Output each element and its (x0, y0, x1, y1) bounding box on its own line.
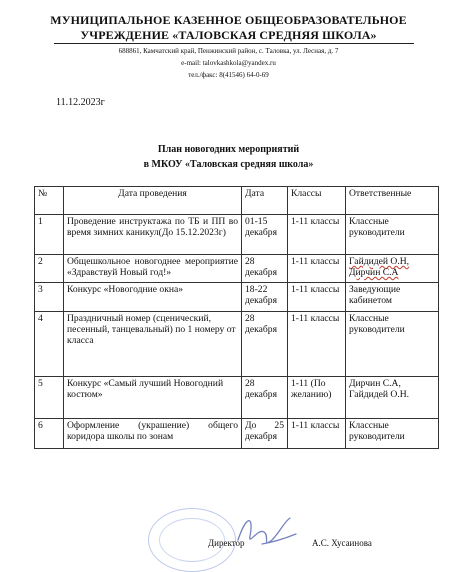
header-date: Дата (242, 187, 288, 215)
row-classes: 1-11 классы (288, 255, 346, 283)
header-event: Дата проведения (64, 187, 242, 215)
table-row (35, 255, 439, 283)
row-number: 1 (35, 215, 64, 255)
org-email: e-mail: talovkashkola@yandex.ru (181, 59, 276, 67)
table-row (35, 419, 439, 449)
row-date: 28 декабря (242, 255, 288, 283)
table-row (35, 215, 439, 255)
row-responsible: Классные руководители (346, 312, 439, 377)
row-responsible: Гайдидей О.Н, Дирчин С.А (346, 255, 439, 283)
header-classes: Классы (288, 187, 346, 215)
plan-title-line-2: в МКОУ «Таловская средняя школа» (143, 159, 314, 170)
row-classes: 1-11 классы (288, 419, 346, 449)
signature-name: А.С. Хусаинова (312, 538, 372, 548)
table-row (35, 312, 439, 377)
row-responsible: Дирчин С.А, Гайдидей О.Н. (346, 377, 439, 419)
row-date: 01-15 декабря (242, 215, 288, 255)
org-phone: тел./факс: 8(41546) 64-0-69 (188, 71, 269, 79)
events-plan-table (34, 186, 439, 449)
row-date: 28 декабря (242, 377, 288, 419)
row-responsible: Заведующие кабинетом (346, 283, 439, 312)
table-row (35, 377, 439, 419)
row-event: Общешкольное новогоднее мероприятие «Здравствуй Новый год!» (64, 255, 242, 283)
row-event: Конкурс «Самый лучший Новогодний костюм» (64, 377, 242, 419)
row-date: До 25 декабря (242, 419, 288, 449)
row-responsible: Классные руководители (346, 419, 439, 449)
header-number: № (35, 187, 64, 215)
row-event: Конкурс «Новогодние окна» (64, 283, 242, 312)
row-number: 2 (35, 255, 64, 283)
org-name-line-1: МУНИЦИПАЛЬНОЕ КАЗЕННОЕ ОБЩЕОБРАЗОВАТЕЛЬНОЕ (50, 13, 407, 27)
row-event: Проведение инструктажа по ТБ и ПП во время зимних каникул(До 15.12.2023г) (64, 215, 242, 255)
table-header-row (35, 187, 439, 215)
signature-block (0, 500, 457, 570)
row-date: 28 декабря (242, 312, 288, 377)
plan-title-line-1: План новогодних мероприятий (157, 144, 300, 155)
row-classes: 1-11 классы (288, 312, 346, 377)
row-event: Оформление (украшение) общего коридора школы по зонам (64, 419, 242, 449)
org-address: 688861, Камчатский край, Пенжинский район, с. Таловка, ул. Лесная, д. 7 (118, 47, 339, 55)
row-number: 4 (35, 312, 64, 377)
org-name-line-2: УЧРЕЖДЕНИЕ «ТАЛОВСКАЯ СРЕДНЯЯ ШКОЛА» (80, 28, 377, 42)
row-classes: 1-11 классы (288, 283, 346, 312)
signature-role: Директор (208, 538, 245, 548)
table-row (35, 283, 439, 312)
row-number: 5 (35, 377, 64, 419)
row-number: 6 (35, 419, 64, 449)
row-event: Праздничный номер (сценический, песенный, танцевальный) по 1 номеру от класса (64, 312, 242, 377)
row-number: 3 (35, 283, 64, 312)
row-classes: 1-11 классы (288, 215, 346, 255)
document-date: 11.12.2023г (56, 97, 105, 108)
row-date: 18-22 декабря (242, 283, 288, 312)
header-divider (54, 43, 414, 44)
header-responsible: Ответственные (346, 187, 439, 215)
row-classes: 1-11 (По желанию) (288, 377, 346, 419)
row-responsible: Классные руководители (346, 215, 439, 255)
